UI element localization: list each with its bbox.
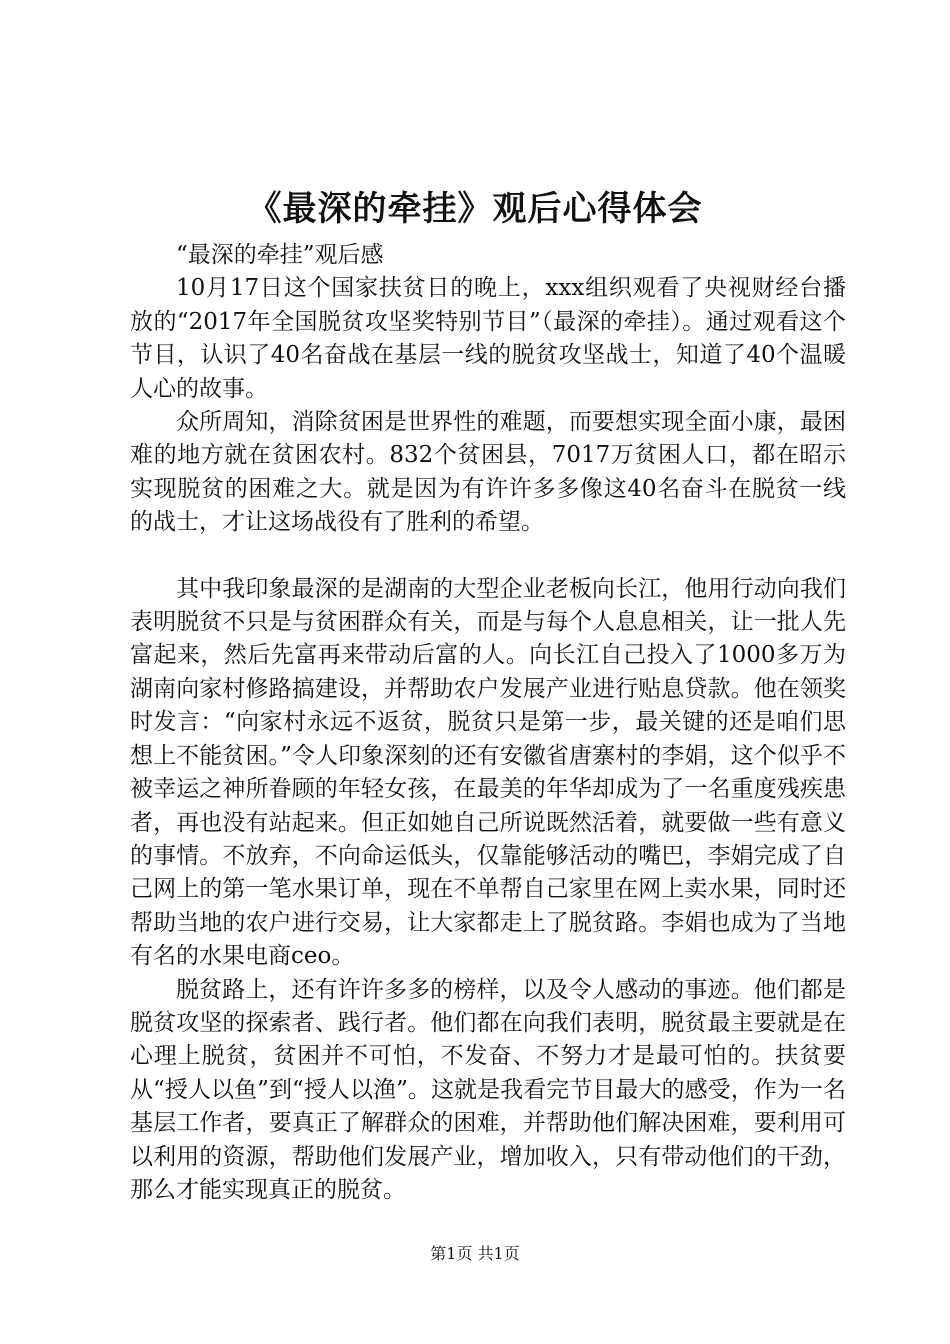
body-paragraph-1: 10月17日这个国家扶贫日的晚上，xxx组织观看了央视财经台播放的“2017年全国脱贫攻坚奖特别节目”（最深的牵挂）。通过观看这个节目，认识了40名奋战在基层一线的脱贫攻坚战士，知道了40个温暖人心的故事。 bbox=[130, 275, 846, 402]
subtitle-paragraph: “最深的牵挂”观后感 bbox=[176, 242, 384, 268]
page-footer: 第1页 共1页 bbox=[430, 1244, 520, 1263]
document-title: 《最深的牵挂》观后心得体会 bbox=[247, 189, 703, 229]
body-paragraph-4: 脱贫路上，还有许许多多的榜样，以及令人感动的事迹。他们都是脱贫攻坚的探索者、践行者。他们都在向我们表明，脱贫最主要就是在心理上脱贫，贫困并不可怕，不发奋、不努力才是最可怕的。扶贫要从“授人以鱼”到“授人以渔”。这就是我看完节目最大的感受，作为一名基层工作者，要真正了解群众的困难，并帮助他们解决困难，要利用可以利用的资源，帮助他们发展产业，增加收入，只有带动他们的干劲，那么才能实现真正的脱贫。 bbox=[130, 976, 846, 1203]
body-paragraph-2: 众所周知，消除贫困是世界性的难题，而要想实现全面小康，最困难的地方就在贫困农村。832个贫困县，7017万贫困人口，都在昭示实现脱贫的困难之大。就是因为有许许多多像这40名奋斗在脱贫一线的战士，才让这场战役有了胜利的希望。 bbox=[130, 409, 846, 536]
document-body bbox=[130, 239, 846, 1207]
body-paragraph-3: 其中我印象最深的是湖南的大型企业老板向长江，他用行动向我们表明脱贫不只是与贫困群众有关，而是与每个人息息相关，让一批人先富起来，然后先富再来带动后富的人。向长江自己投入了1000多万为湖南向家村修路搞建设，并帮助农户发展产业进行贴息贷款。他在领奖时发言：“向家村永远不返贫，脱贫只是第一步，最关键的还是咱们思想上不能贫困。”令人印象深刻的还有安徽省唐寨村的李娟，这个似乎不被幸运之神所眷顾的年轻女孩，在最美的年华却成为了一名重度残疾患者，再也没有站起来。但正如她自己所说既然活着，就要做一些有意义的事情。不放弃，不向命运低头，仅靠能够活动的嘴巴，李娟完成了自己网上的第一笔水果订单，现在不单帮自己家里在网上卖水果，同时还帮助当地的农户进行交易，让大家都走上了脱贫路。李娟也成为了当地有名的水果电商ceo。 bbox=[130, 575, 846, 970]
